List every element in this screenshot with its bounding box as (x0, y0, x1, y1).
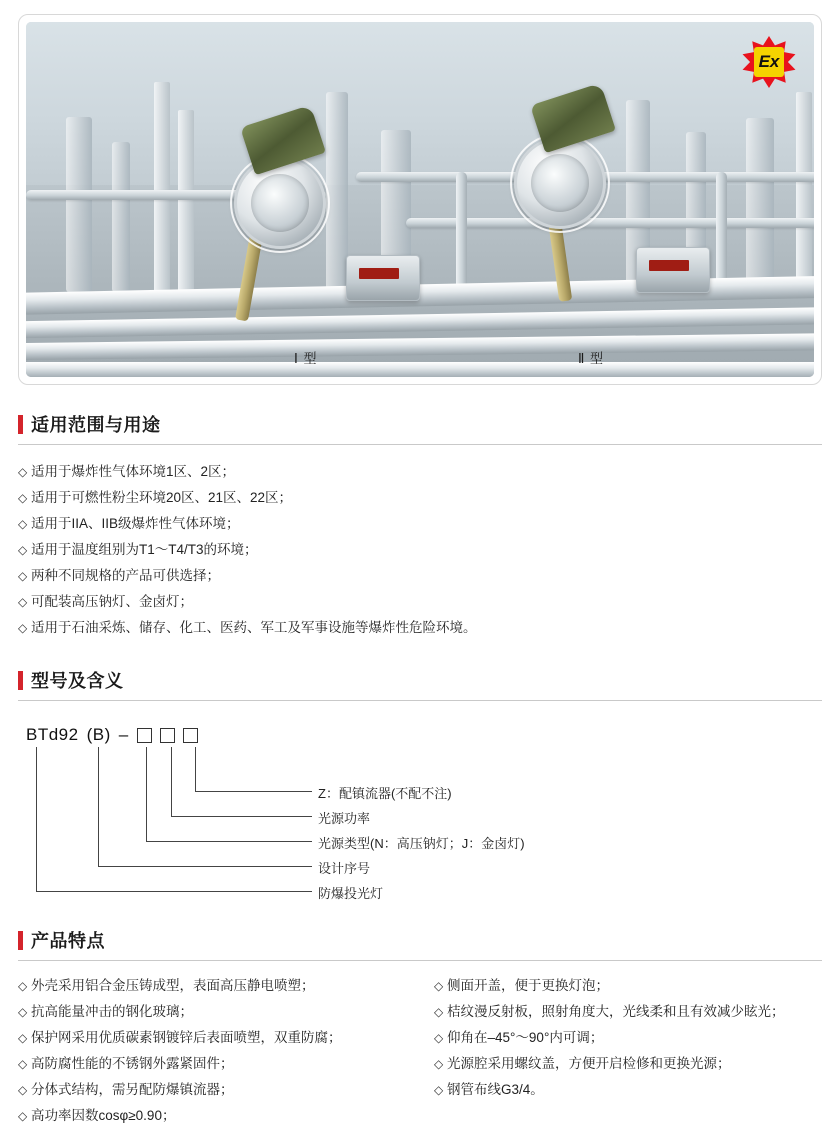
leader-line-v-2 (171, 747, 172, 816)
list-item-text: 适用于爆炸性气体环境1区、2区； (31, 464, 236, 479)
section-scope-title: 适用范围与用途 (31, 415, 161, 435)
list-item (18, 511, 822, 537)
lamp-2-junction-box (636, 247, 710, 293)
diamond-icon: ◇ (18, 621, 28, 635)
diamond-icon: ◇ (18, 1057, 28, 1071)
features-left-column (18, 973, 420, 1129)
hero-image-frame (18, 14, 822, 385)
list-item (18, 1077, 420, 1103)
section-model-header (18, 667, 822, 701)
list-item (18, 563, 822, 589)
list-item (18, 615, 822, 641)
list-item-text: 适用于可燃性粉尘环境20区、21区、22区； (31, 490, 293, 505)
section-accent-bar (18, 415, 23, 434)
background-tower-3 (326, 92, 348, 292)
lamp-1-protective-guard (230, 153, 330, 253)
section-features-title: 产品特点 (31, 931, 105, 951)
diamond-icon: ◇ (434, 1005, 444, 1019)
diamond-icon: ◇ (18, 465, 28, 479)
list-item (18, 459, 822, 485)
model-label-2: 光源功率 (318, 811, 371, 826)
list-item-text: 桔纹漫反射板，照射角度大，光线柔和且有效减少眩光； (447, 1004, 785, 1019)
features-two-column (18, 973, 822, 1129)
list-item (434, 1051, 822, 1077)
section-scope (18, 411, 822, 641)
leader-line-v-1 (195, 747, 196, 791)
hero-product-photo (26, 22, 814, 377)
lamp-1-junction-box-plate (359, 268, 399, 279)
leader-line-h-3 (146, 841, 312, 842)
list-item-text: 可配装高压钠灯、金卤灯； (31, 594, 193, 609)
model-code-bracket: (B) (86, 725, 111, 744)
list-item (434, 1025, 822, 1051)
diamond-icon: ◇ (18, 1083, 28, 1097)
background-pipe-4 (456, 172, 467, 292)
diamond-icon: ◇ (18, 569, 28, 583)
leader-line-v-4 (98, 747, 99, 866)
diamond-icon: ◇ (434, 1057, 444, 1071)
section-features (18, 927, 822, 1129)
list-item-text: 适用于温度组别为T1～T4/T3的环境； (31, 542, 258, 557)
list-item (18, 589, 822, 615)
background-stack-2 (178, 110, 194, 295)
model-code-string (26, 725, 198, 745)
background-stack-1 (154, 82, 170, 292)
foreground-pipe-4 (26, 362, 814, 377)
list-item-text: 钢管布线G3/4。 (447, 1082, 544, 1097)
section-scope-header (18, 411, 822, 445)
ex-certification-badge (742, 36, 796, 88)
list-item-text: 两种不同规格的产品可供选择； (31, 568, 220, 583)
caption-type-1: Ⅰ 型 (294, 351, 318, 366)
section-accent-bar (18, 931, 23, 950)
model-code-prefix: BTd92 (26, 725, 79, 744)
list-item-text: 外壳采用铝合金压铸成型，表面高压静电喷塑； (31, 978, 315, 993)
diamond-icon: ◇ (18, 1109, 28, 1123)
list-item-text: 适用于石油采炼、储存、化工、医药、军工及军事设施等爆炸性危险环境。 (31, 620, 477, 635)
lamp-2-junction-box-plate (649, 260, 689, 271)
scope-bullet-list (18, 459, 822, 641)
model-code-dash: – (118, 725, 129, 744)
list-item (18, 1051, 420, 1077)
section-model-code (18, 667, 822, 901)
model-code-box-3 (183, 728, 198, 743)
list-item (18, 537, 822, 563)
list-item-text: 高防腐性能的不锈钢外露紧固件； (31, 1056, 234, 1071)
diamond-icon: ◇ (18, 543, 28, 557)
model-label-1: Z：配镇流器(不配不注) (318, 786, 452, 801)
list-item-text: 高功率因数cosφ≥0.90； (31, 1108, 176, 1123)
diamond-icon: ◇ (18, 1005, 28, 1019)
list-item-text: 光源腔采用螺纹盖，方便开启检修和更换光源； (447, 1056, 731, 1071)
leader-line-v-3 (146, 747, 147, 841)
list-item-text: 保护网采用优质碳素钢镀锌后表面喷塑，双重防腐； (31, 1030, 342, 1045)
features-right-column (420, 973, 822, 1129)
leader-line-h-2 (171, 816, 312, 817)
diamond-icon: ◇ (434, 1083, 444, 1097)
model-code-box-1 (137, 728, 152, 743)
diamond-icon: ◇ (18, 491, 28, 505)
diamond-icon: ◇ (18, 517, 28, 531)
leader-line-h-5 (36, 891, 312, 892)
diamond-icon: ◇ (18, 979, 28, 993)
diamond-icon: ◇ (434, 979, 444, 993)
product-datasheet-page (0, 14, 840, 1143)
model-label-4: 设计序号 (318, 861, 371, 876)
background-tower-2 (112, 142, 130, 292)
diamond-icon: ◇ (434, 1031, 444, 1045)
list-item (434, 1077, 822, 1103)
section-accent-bar (18, 671, 23, 690)
model-label-3: 光源类型(N：高压钠灯；J：金卤灯) (318, 836, 525, 851)
diamond-icon: ◇ (18, 1031, 28, 1045)
ex-badge-label: Ex (754, 47, 784, 77)
list-item (434, 999, 822, 1025)
model-label-5: 防爆投光灯 (318, 886, 384, 901)
section-model-title: 型号及含义 (31, 671, 124, 691)
model-code-diagram (18, 721, 822, 901)
section-features-header (18, 927, 822, 961)
list-item-text: 适用于IIA、IIB级爆炸性气体环境； (31, 516, 240, 531)
list-item-text: 分体式结构，需另配防爆镇流器； (31, 1082, 234, 1097)
background-tower-1 (66, 117, 92, 292)
leader-line-h-1 (195, 791, 312, 792)
background-stack-3 (796, 92, 812, 292)
list-item-text: 侧面开盖，便于更换灯泡； (447, 978, 609, 993)
background-tower-7 (746, 118, 774, 293)
list-item-text: 仰角在–45°～90°内可调； (447, 1030, 604, 1045)
lamp-1-junction-box (346, 255, 420, 301)
list-item (18, 1103, 420, 1129)
background-pipe-5 (716, 172, 727, 292)
leader-line-h-4 (98, 866, 312, 867)
diamond-icon: ◇ (18, 595, 28, 609)
list-item (18, 1025, 420, 1051)
model-code-box-2 (160, 728, 175, 743)
list-item (18, 999, 420, 1025)
list-item (434, 973, 822, 999)
list-item (18, 485, 822, 511)
caption-type-2: Ⅱ 型 (578, 351, 605, 366)
foreground-pipe-3 (26, 333, 814, 360)
list-item (18, 973, 420, 999)
list-item-text: 抗高能量冲击的钢化玻璃； (31, 1004, 193, 1019)
background-pipe-3 (406, 218, 814, 228)
leader-line-v-5 (36, 747, 37, 891)
